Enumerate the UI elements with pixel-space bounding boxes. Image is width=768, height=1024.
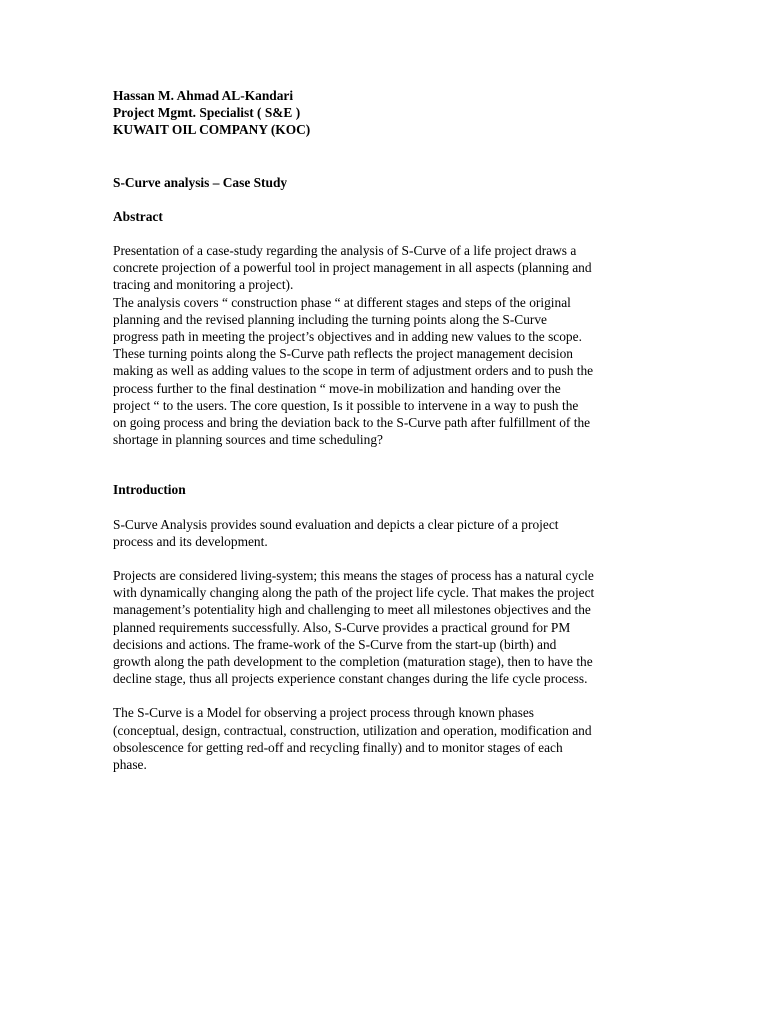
author-block [113,87,658,139]
introduction-paragraph-2 [113,567,658,687]
abstract-paragraph [113,242,658,448]
abstract-line: shortage in planning sources and time scheduling? [113,432,383,448]
author-name: Hassan M. Ahmad AL-Kandari [113,88,294,103]
document-page [113,87,658,773]
paragraph-line: (conceptual, design, contractual, construction, utilization and operation, modification and [113,722,592,738]
paragraph-line: phase. [113,757,147,773]
introduction-heading: Introduction [113,482,186,498]
author-company: KUWAIT OIL COMPANY (KOC) [113,122,311,138]
abstract-line: These turning points along the S-Curve path reflects the project management decision [113,346,573,362]
document-title [113,174,658,191]
abstract-line: planning and the revised planning including the turning points along the S-Curve [113,311,548,327]
abstract-line: on going process and bring the deviation back to the S-Curve path after fulfillment of the [113,415,591,431]
abstract-line: concrete projection of a powerful tool in project management in all aspects (planning and [113,260,592,276]
abstract-line: progress path in meeting the project’s objectives and in adding new values to the scope. [113,329,582,345]
paragraph-line: decisions and actions. The frame-work of the S-Curve from the start-up (birth) and [113,636,557,652]
abstract-line: process further to the final destination “ move-in mobilization and handing over the [113,380,561,396]
paragraph-line: decline stage, thus all projects experience constant changes during the life cycle process. [113,671,588,687]
paragraph-line: obsolescence for getting red-off and recycling finally) and to monitor stages of each [113,739,563,755]
title-text: S-Curve analysis – Case Study [113,174,288,190]
abstract-line: making as well as adding values to the scope in term of adjustment orders and to push the [113,363,594,379]
introduction-paragraph-3 [113,704,658,773]
paragraph-line: process and its development. [113,533,268,549]
abstract-line: The analysis covers “ construction phase “ at different stages and steps of the original [113,294,571,310]
abstract-line: tracing and monitoring a project). [113,277,294,293]
abstract-line: project “ to the users. The core question, Is it possible to intervene in a way to push the [113,397,579,413]
paragraph-line: with dynamically changing along the path of the project life cycle. That makes the project [113,585,595,601]
abstract-line: Presentation of a case-study regarding the analysis of S-Curve of a life project draws a [113,243,577,259]
paragraph-line: growth along the path development to the completion (maturation stage), then to have the [113,654,593,670]
abstract-heading: Abstract [113,208,163,224]
author-position: Project Mgmt. Specialist ( S&E ) [113,105,301,121]
paragraph-line: The S-Curve is a Model for observing a project process through known phases [113,705,534,721]
paragraph-line: Projects are considered living-system; this means the stages of process has a natural cycle [113,568,594,584]
paragraph-line: planned requirements successfully. Also, S-Curve provides a practical ground for PM [113,619,571,635]
paragraph-line: S-Curve Analysis provides sound evaluation and depicts a clear picture of a project [113,516,559,532]
paragraph-line: management’s potentiality high and challenging to meet all milestones objectives and the [113,602,591,618]
introduction-paragraph-1 [113,516,658,550]
